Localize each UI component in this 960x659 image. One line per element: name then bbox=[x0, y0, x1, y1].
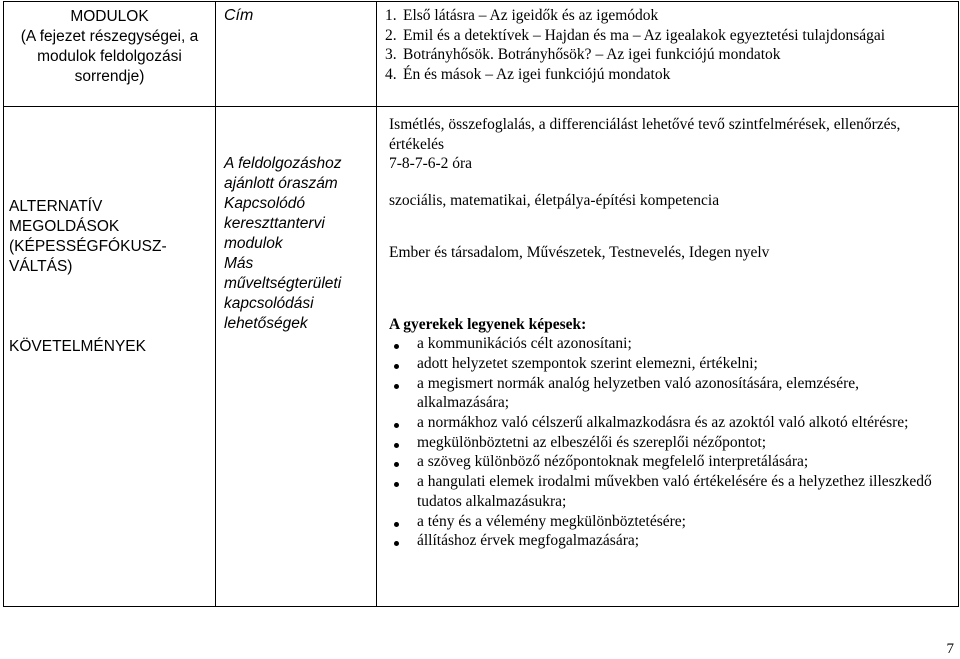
subjects-text: Ember és társadalom, Művészetek, Testnevelés, Idegen nyelv bbox=[389, 243, 770, 261]
modules-header-cell bbox=[4, 2, 216, 107]
body-row bbox=[4, 107, 959, 607]
hours-value: 7-8-7-6-2 óra bbox=[389, 155, 473, 173]
right-content-cell bbox=[377, 107, 959, 607]
requirement-item: a megismert normák analóg helyzetben való azonosítására, elemzésére, alkalmazására; bbox=[389, 374, 950, 413]
titles-cell bbox=[377, 2, 959, 107]
requirements-label: KÖVETELMÉNYEK bbox=[9, 338, 146, 355]
requirements-list bbox=[389, 334, 950, 551]
title-label: Cím bbox=[224, 7, 254, 24]
alternative-solutions-label: ALTERNATÍV MEGOLDÁSOK (KÉPESSÉGFÓKUSZ- VÁLTÁS) bbox=[9, 198, 167, 275]
modules-label-line: MODULOK bbox=[70, 8, 149, 25]
title-item: 2. Emil és a detektívek – Hajdan és ma – Az igealakok egyeztetési tulajdonságai bbox=[385, 26, 886, 44]
header-row bbox=[4, 2, 959, 107]
modules-label-line: (A fejezet részegységei, a bbox=[20, 28, 199, 45]
hours-label: A feldolgozáshoz ajánlott óraszám bbox=[224, 155, 342, 192]
review-text: Ismétlés, összefoglalás, a differenciálást lehetővé tevő szintfelmérések, ellenőrzés, értékelés bbox=[389, 116, 901, 153]
title-label-cell bbox=[216, 2, 377, 107]
requirement-item: a tény és a vélemény megkülönböztetésére; bbox=[389, 512, 950, 532]
requirement-item: a szöveg különböző nézőpontoknak megfelelő interpretálására; bbox=[389, 452, 950, 472]
middle-labels-cell bbox=[216, 107, 377, 607]
left-labels-cell bbox=[4, 107, 216, 607]
requirement-item: a kommunikációs célt azonosítani; bbox=[389, 334, 950, 354]
title-item: 3. Botrányhősök. Botrányhősök? – Az igei funkciójú mondatok bbox=[385, 46, 781, 63]
module-table bbox=[3, 1, 959, 607]
title-item: 1. Első látásra – Az igeidők és az igemódok bbox=[385, 7, 659, 24]
other-connections-label: Más műveltségterületi kapcsolódási lehetőségek bbox=[224, 255, 342, 332]
competence-text: szociális, matematikai, életpálya-építési kompetencia bbox=[389, 192, 720, 210]
requirement-item: a normákhoz való célszerű alkalmazkodásra és az azoktól való alkotó eltérésre; bbox=[389, 413, 950, 433]
titles-list bbox=[385, 6, 952, 84]
requirement-item: megkülönböztetni az elbeszélői és szereplői nézőpontot; bbox=[389, 433, 950, 453]
curriculum-modules-label: Kapcsolódó kereszttantervi modulok bbox=[224, 195, 325, 252]
modules-label-line: sorrendje) bbox=[74, 68, 145, 85]
requirement-item: a hangulati elemek irodalmi művekben való értékelésére és a helyzethez illeszkedő tudatos alkalmazásukra; bbox=[389, 472, 950, 511]
title-item: 4. Én és mások – Az igei funkciójú mondatok bbox=[385, 65, 671, 83]
requirement-item: állításhoz érvek megfogalmazására; bbox=[389, 531, 950, 551]
modules-label-line: modulok feldolgozási bbox=[37, 48, 182, 65]
page-number: 7 bbox=[946, 641, 954, 657]
requirements-heading: A gyerekek legyenek képesek: bbox=[389, 315, 587, 333]
requirement-item: adott helyzetet szempontok szerint elemezni, értékelni; bbox=[389, 354, 950, 374]
